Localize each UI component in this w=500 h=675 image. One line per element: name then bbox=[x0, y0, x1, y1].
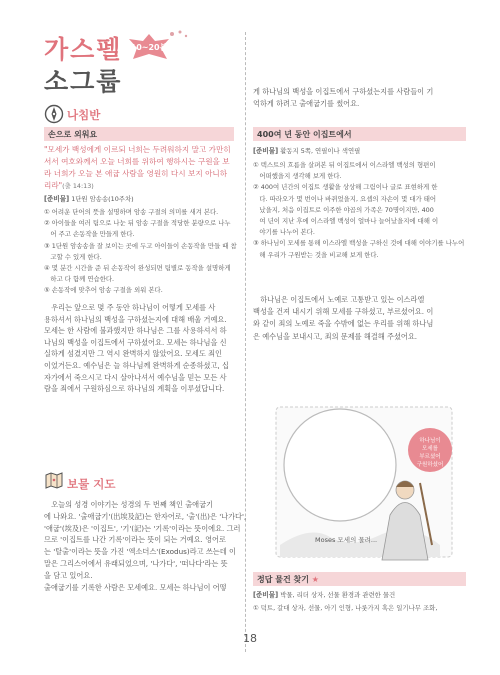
paragraph-line: 는 '탈출'이라는 뜻을 가진 '엑소더스'(Exodus)라고 쓰는데 이 bbox=[44, 547, 236, 557]
verse-line: "모세가 백성에게 이르되 너희는 두려워하지 말고 가만히 bbox=[44, 145, 231, 154]
paragraph-line: 자가에서 죽으시고 다시 살아나셔서 예수님을 믿는 모든 사 bbox=[44, 372, 227, 382]
paragraph-line: 이었거든요. 예수님은 늘 하나님께 완벽하게 순종하셨고, 십 bbox=[44, 360, 229, 370]
treasure-paragraph bbox=[44, 499, 246, 593]
step-item: 다. 따라오가 몇 번이나 바뀌었을지, 요셉의 자손이 몇 대가 태어 bbox=[253, 194, 437, 203]
paragraph-line: 은 예수님을 보내시고, 죄의 문제를 해결해 주셨어요. bbox=[253, 331, 418, 341]
compass-icon bbox=[44, 104, 64, 124]
speech-text: 하나님이 bbox=[419, 438, 441, 444]
time-badge-label: 10~20분 bbox=[130, 43, 168, 52]
egypt-prep: [준비물] 활동지 5쪽, 연필이나 색연필 bbox=[253, 147, 361, 155]
paragraph-line: 을 담고 있어요. bbox=[44, 570, 93, 580]
paragraph-line: 출애굽기를 기록한 사람은 모세예요. 모세는 하나님이 어떻 bbox=[44, 582, 227, 592]
moses-illustration bbox=[270, 395, 458, 565]
compass-paragraph bbox=[44, 302, 229, 395]
step-item: 어 주고 손동작을 만들게 한다. bbox=[44, 230, 135, 239]
speech-text: 모세를 bbox=[422, 446, 438, 452]
paragraph-line: 모세는 한 사람에 불과했지만 하나님은 그를 사용하셔서 하 bbox=[44, 326, 227, 336]
step-item: 어떠했을지 생각해 보게 한다. bbox=[253, 172, 342, 181]
answer-prep: [준비물] 박물, 리더 상자, 선물 환경과 관련한 물건 bbox=[253, 591, 396, 599]
memory-subhead: 손으로 외워요 bbox=[44, 127, 234, 141]
memory-prep: [준비물] 1단원 암송송(10주차) bbox=[44, 195, 134, 203]
step-item: ① 어려운 단어의 뜻을 설명하며 암송 구절의 의미를 새겨 본다. bbox=[44, 208, 219, 216]
paragraph-line: 실하게 섬겼지만 그 역시 완벽하지 않았어요. 모세도 죄인 bbox=[44, 349, 222, 359]
verse-line: 서서 여호와께서 오늘 너희를 위하여 행하시는 구원을 보 bbox=[44, 157, 230, 166]
paragraph-line: 말은 그리스어에서 유래되었으며, '나가다', '떠나다'라는 뜻 bbox=[44, 558, 228, 568]
title-small-group: 소그룹 bbox=[44, 67, 123, 96]
right-top-paragraph bbox=[253, 86, 433, 110]
title-gospel: 가스펠 bbox=[44, 35, 123, 64]
paragraph-line: 와 같이 죄의 노예로 죽을 수밖에 없는 우리를 위해 하나님 bbox=[253, 319, 434, 329]
step-item: ③ 1단원 암송송을 잘 보이는 곳에 두고 아이들이 손동작을 만들 때 참 bbox=[44, 241, 237, 250]
step-item: 해 우리가 구원받는 것을 비교해 보게 한다. bbox=[253, 250, 379, 259]
paragraph-line: 나님의 백성을 이집트에서 구하셨어요. 모세는 하나님을 신 bbox=[44, 337, 227, 347]
step-item: ⑤ 손동작에 맞추어 암송 구절을 외워 본다. bbox=[44, 286, 163, 295]
paragraph-line: 억하게 하려고 출애굽기를 썼어요. bbox=[253, 99, 360, 108]
paragraph-line: 에 나와요. '출애굽기'(出埃及記)는 한자어로, '출'(出)은 '나가다', bbox=[44, 511, 247, 521]
star-icon: ★ bbox=[311, 575, 319, 584]
answer-step: ① 덕트, 갈대 상자, 선물, 아기 인형, 나룻가지 혹은 일기나무 조화, bbox=[253, 604, 438, 612]
page-number: 18 bbox=[243, 632, 257, 645]
verse-line: 라 너희가 오늘 본 애굽 사람을 영원히 다시 보지 아니하 bbox=[44, 169, 228, 178]
paragraph-line: 하나님은 이집트에서 노예로 고통받고 있는 이스라엘 bbox=[253, 295, 425, 304]
step-item: 하고 다 함께 연습한다. bbox=[44, 275, 115, 284]
section-title-treasure: 보물 지도 bbox=[67, 477, 116, 491]
memory-steps bbox=[44, 207, 237, 297]
paragraph-line: 람을 죄에서 구원하심으로 하나님의 계획을 이루셨답니다. bbox=[44, 384, 225, 394]
step-item: ② 아이들을 여러 팀으로 나눈 뒤 암송 구절을 적당한 분량으로 나누 bbox=[44, 219, 231, 228]
speech-text: 구원하셨어 bbox=[416, 462, 444, 468]
answer-subhead: 정답 물건 찾기 ★ bbox=[253, 572, 466, 586]
treasure-map-icon bbox=[44, 470, 64, 490]
time-badge bbox=[127, 33, 171, 61]
verse-reference: (출 14:13) bbox=[62, 182, 94, 190]
paragraph-line: '애굽'(埃及)은 '이집트', '기'(記)는 '기록'이라는 뜻이에요. 그러 bbox=[44, 523, 241, 533]
step-item: ① 텍스트의 흐름을 살펴본 뒤 이집트에서 이스라엘 백성의 형편이 bbox=[253, 161, 436, 169]
egypt-subhead: 400여 년 동안 이집트에서 bbox=[253, 127, 466, 141]
paragraph-line: 용하셔서 하나님의 백성을 구하셨는지에 대해 배울 거예요. bbox=[44, 314, 227, 324]
paragraph-line: 므로 '이집트를 나간 기록'이라는 뜻이 되는 거예요. 영어로 bbox=[44, 535, 226, 545]
step-item: ② 400여 년간의 이집트 생활을 상상해 그림이나 글로 표현하게 한 bbox=[253, 183, 438, 192]
sparkle-deco-icon bbox=[168, 28, 190, 40]
step-item: 고할 수 있게 한다. bbox=[44, 252, 102, 261]
step-item: 났을지, 처음 이집트로 이주한 야곱의 가족은 70명이지만, 400 bbox=[253, 205, 434, 214]
step-item: 여 년이 지난 후에 이스라엘 백성이 얼마나 늘어났을지에 대해 이 bbox=[253, 217, 439, 226]
paragraph-line: 게 하나님의 백성을 이집트에서 구하셨는지를 사람들이 기 bbox=[253, 87, 434, 96]
verse-line: 리라" bbox=[44, 181, 63, 190]
paragraph-line: 우리는 앞으로 몇 주 동안 하나님이 어떻게 모세를 사 bbox=[44, 303, 216, 312]
speech-text: 부르셨어 bbox=[419, 454, 441, 460]
paragraph-line: 오늘의 성경 이야기는 성경의 두 번째 책인 출애굽기 bbox=[44, 500, 213, 509]
section-title-compass: 나침반 bbox=[67, 108, 101, 122]
egypt-steps bbox=[253, 160, 464, 261]
paragraph-line: 백성을 건져 내시기 위해 모세를 구하셨고, 부르셨어요. 이 bbox=[253, 307, 434, 317]
memory-verse bbox=[44, 144, 231, 192]
step-item: 야기를 나누어 본다. bbox=[253, 228, 315, 237]
illustration-caption: Moses 모세의 물려... bbox=[315, 536, 378, 544]
step-item: ④ 몇 분간 시간을 준 뒤 손동작이 완성되면 팀별로 동작을 설명하게 bbox=[44, 264, 231, 273]
step-item: ③ 하나님이 모세를 통해 이스라엘 백성을 구하신 것에 대해 이야기를 나누어 bbox=[253, 239, 465, 248]
egypt-paragraph bbox=[253, 294, 433, 343]
